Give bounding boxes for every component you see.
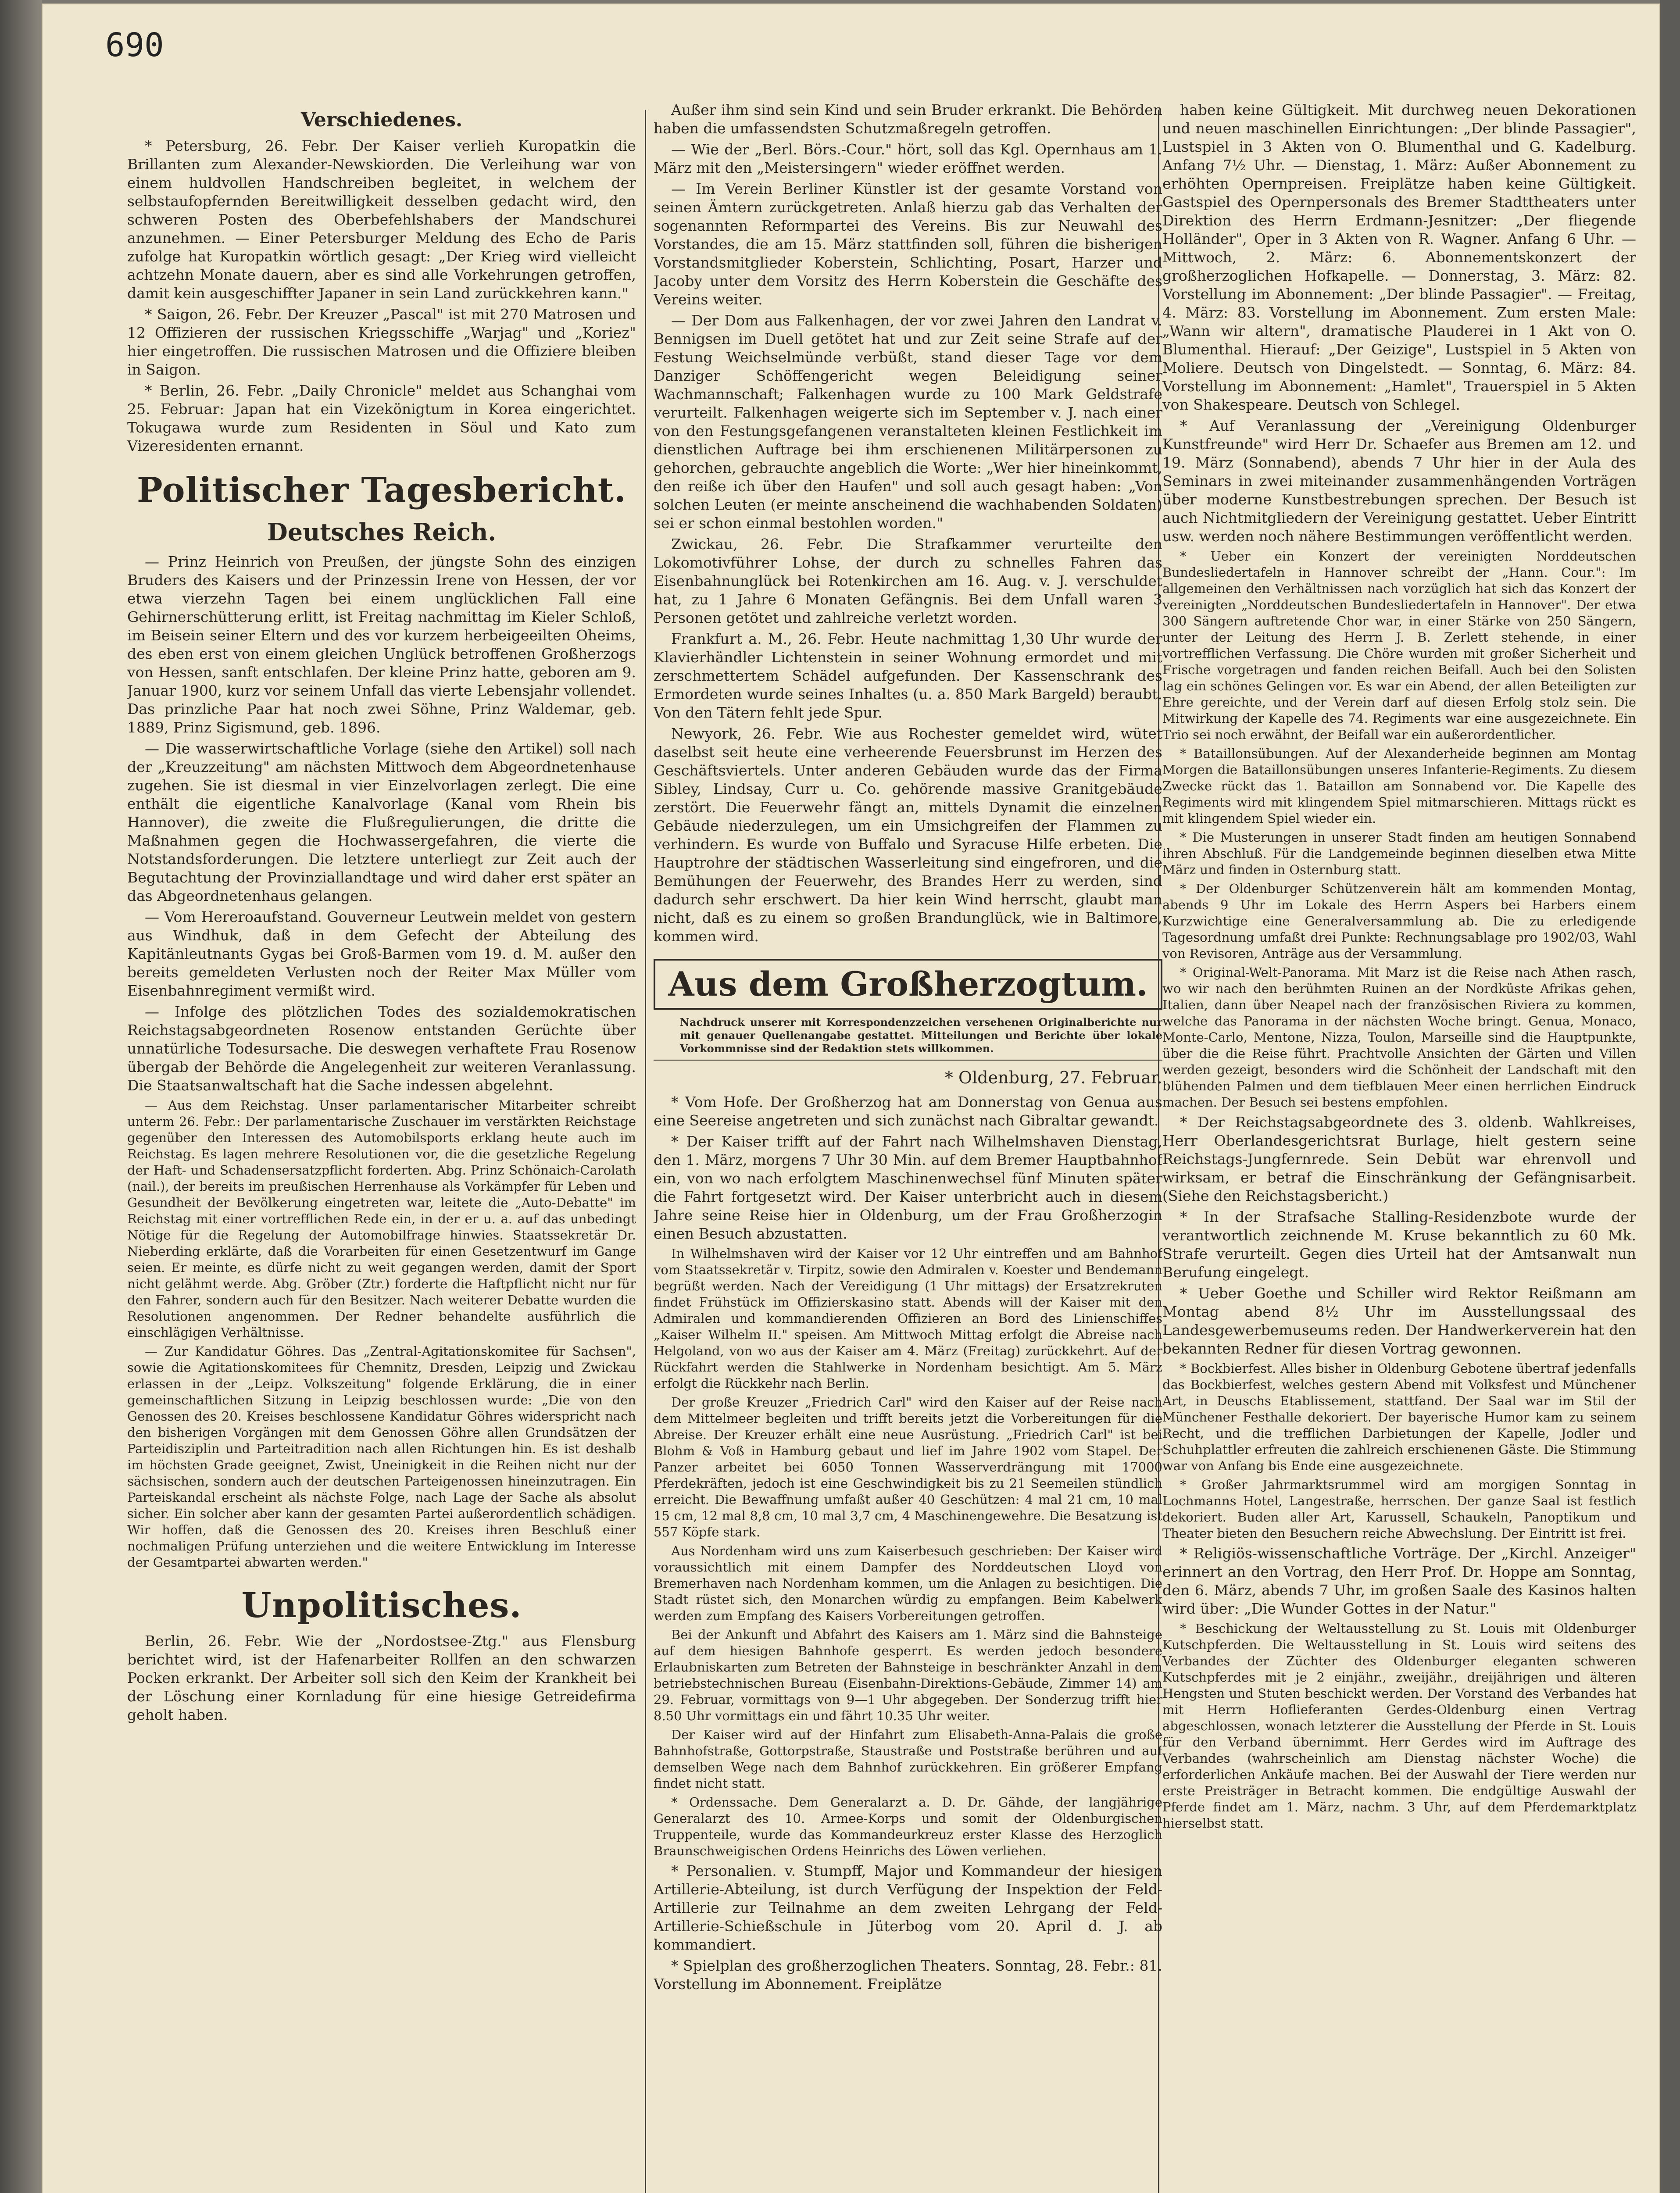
article-paragraph: — Wie der „Berl. Börs.-Cour." hört, soll das Kgl. Opernhaus am 1. März mit den „Meistersingern" wieder eröffnet werden. (654, 141, 1162, 176)
verschiedenes-heading: Verschiedenes. (300, 109, 463, 131)
book-binding (0, 0, 42, 2193)
article-paragraph: — Der Dom aus Falkenhagen, der vor zwei Jahren den Landrat v. Bennigsen im Duell getötet hat und zur Zeit seine Strafe auf der Festung Weichselmünde verbüßt, stand dieser Tage vor dem Danziger Schöffengericht wegen Beleidigung seiner Wachmannschaft; Falkenhagen wurde zu 100 Mark Geldstrafe verurteilt. Falkenhagen weigerte sich im September v. J. nach einer von den Festungsgefangenen veranstalteten kleinen Festlichkeit im dienstlichen Auftrage bei ihm erschienenen Militärpersonen zu gehorchen, gebrauchte angeblich die Worte: „Wer hier hineinkommt, den reiße ich über den Haufen" und soll auch gesagt haben: „Von solchen Leuten (er meinte anscheinend die wachhabenden Soldaten) sei er schon einmal bestohlen worden." (654, 312, 1162, 532)
article-paragraph: * Petersburg, 26. Febr. Der Kaiser verlieh Kuropatkin die Brillanten zum Alexander-Newskiorden. Die Verleihung war von einem huldvollen Handschreiben begleitet, in welchem der selbstaufopfernden Bereitwilligkeit desselben gedacht wird, den schweren Posten des Oberbefehlshabers der Mandschurei anzunehmen. — Einer Petersburger Meldung des Echo de Paris zufolge hat Kuropatkin wörtlich gesagt: „Der Krieg wird vielleicht achtzehn Monate dauern, aber es sind alle Vorkehrungen getroffen, damit kein ausgeschiffter Japaner in sein Land zurückkehren kann." (127, 137, 636, 302)
article-paragraph: * Auf Veranlassung der „Vereinigung Oldenburger Kunstfreunde" wird Herr Dr. Schaefer aus Bremen am 12. und 19. März (Sonnabend), abends 7 Uhr hier in der Aula des Seminars in zwei miteinander zusammenhängenden Vorträgen über moderne Kunstbestrebungen sprechen. Der Besuch ist auch Nichtmitgliedern der Vereinigung gestattet. Ueber Eintritt usw. werden noch nähere Bestimmungen veröffentlicht werden. (1162, 417, 1636, 545)
unpolitisches-heading: Unpolitisches. (241, 1586, 522, 1625)
article-paragraph: Berlin, 26. Febr. Wie der „Nordostsee-Ztg." aus Flensburg berichtet wird, ist der Hafenarbeiter Rollfen an den schwarzen Pocken erkrankt. Der Arbeiter soll sich den Keim der Krankheit bei der Löschung einer Kornladung für eine hiesige Getreidefirma geholt haben. (127, 1632, 636, 1723)
article-paragraph: — Im Verein Berliner Künstler ist der gesamte Vorstand von seinen Ämtern zurückgetreten. Anlaß hierzu gab das Verhalten der sogenannten Reformpartei des Vereins. Bis zur Neuwahl des Vorstandes, die am 15. März stattfinden soll, führen die bisherigen Vorstandsmitglieder Koberstein, Schlichting, Posart, Harzer und Jacoby unter dem Vorsitz des Herrn Koberstein die Geschäfte des Vereins weiter. (654, 180, 1162, 308)
article-paragraph: * Der Oldenburger Schützenverein hält am kommenden Montag, abends 9 Uhr im Lokale des Herrn Aspers bei Harbers einem Kurzwichtige eine Generalversammlung ab. Die zu erledigende Tagesordnung umfaßt drei Punkte: Rechnungsablage pro 1902/03, Wahl von Revisoren, Anträge aus der Versammlung. (1162, 881, 1636, 961)
column-rule-1 (645, 110, 646, 2193)
article-paragraph: — Aus dem Reichstag. Unser parlamentarischer Mitarbeiter schreibt unterm 26. Febr.: Der parlamentarische Zuschauer im verstärkten Reichstage gegenüber den Interessen des Automobilsports erklang heute auch im Reichstag. Es lagen mehrere Resolutionen vor, die die gesetzliche Regelung der Haft- und Schadensersatzpflicht forderten. Abg. Prinz Schönaich-Carolath (nail.), der bereits im preußischen Herrenhause als Vorkämpfer für Leben und Gesundheit der Bevölkerung eingetreten war, leitete die „Auto-Debatte" im Reichstag mit einer vortrefflichen Rede ein, in der er u. a. auf das unbedingt Nötige für die Regelung der Automobilfrage hinwies. Staatssekretär Dr. Nieberding erklärte, daß die Vorarbeiten für einen Gesetzentwurf im Gange seien. Er meinte, es dürfe nicht zu weit gegangen werden, damit der Sport nicht gelähmt werde. Abg. Gröber (Ztr.) forderte die Haftpflicht nicht nur für den Fahrer, sondern auch für den Besitzer. Nach weiterer Debatte wurden die Resolutionen angenommen. Der Redner behandelte ausführlich die einschlägigen Verhältnisse. (127, 1098, 636, 1340)
article-paragraph: Zwickau, 26. Febr. Die Strafkammer verurteilte den Lokomotivführer Lohse, der durch zu schnelles Fahren das Eisenbahnunglück bei Rotenkirchen am 16. Aug. v. J. verschuldet hat, zu 1 Jahre 6 Monaten Gefängnis. Bei dem Unfall waren 3 Personen getötet und zahlreiche verletzt worden. (654, 536, 1162, 626)
article-paragraph: — Infolge des plötzlichen Todes des sozialdemokratischen Reichstagsabgeordneten Rosenow entstanden Gerüchte über unnatürliche Todesursache. Die deswegen verhaftete Frau Rosenow übergab der Behörde die Angelegenheit zur weiteren Veranlassung. Die Staatsanwaltschaft hat die Sache indessen abgelehnt. (127, 1003, 636, 1094)
article-paragraph: * Der Kaiser trifft auf der Fahrt nach Wilhelmshaven Dienstag, den 1. März, morgens 7 Uhr 30 Min. auf dem Bremer Hauptbahnhof ein, von wo nach erfolgtem Maschinenwechsel fünf Minuten später die Fahrt fortgesetzt wird. Der Kaiser unterbricht auch in diesem Jahre seine Reise hier in Oldenburg, um der Frau Großherzogin einen Besuch abzustatten. (654, 1133, 1162, 1242)
article-paragraph: — Prinz Heinrich von Preußen, der jüngste Sohn des einzigen Bruders des Kaisers und der Prinzessin Irene von Hessen, der vor etwa vierzehn Tagen bei einem unglücklichen Fall eine Gehirnerschütterung erlitt, ist Freitag nachmittag im Kieler Schloß, im Beisein seiner Eltern und des vor kurzem herbeigeeilten Oheims, des eben erst von einem gleichen Unglück betroffenen Großherzogs von Hessen, sanft entschlafen. Der kleine Prinz hatte, geboren am 9. Januar 1900, kurz vor seinem Unfall das vierte Lebensjahr vollendet. Das prinzliche Paar hat noch zwei Söhne, Prinz Waldemar, geb. 1889, Prinz Sigismund, geb. 1896. (127, 553, 636, 736)
grossherzogtum-heading: Aus dem Großherzogtum. (654, 959, 1162, 1010)
article-paragraph: Der Kaiser wird auf der Hinfahrt zum Elisabeth-Anna-Palais die große Bahnhofstraße, Gottorpstraße, Staustraße und Poststraße berühren und auf demselben Wege nach dem Bahnhof zurückkehren. Ein größerer Empfang findet nicht statt. (654, 1727, 1162, 1791)
article-paragraph: * Spielplan des großherzoglichen Theaters. Sonntag, 28. Febr.: 81. Vorstellung im Abonnement. Freiplätze (654, 1957, 1162, 1993)
article-paragraph: * Religiös-wissenschaftliche Vorträge. Der „Kirchl. Anzeiger" erinnert an den Vortrag, den Herr Prof. Dr. Hoppe am Sonntag, den 6. März, abends 7 Uhr, im großen Saale des Kasinos halten wird über: „Die Wunder Gottes in der Natur." (1162, 1545, 1636, 1617)
article-paragraph: Der große Kreuzer „Friedrich Carl" wird den Kaiser auf der Reise nach dem Mittelmeer begleiten und trifft bereits jetzt die Vorbereitungen für die Abreise. Der Kreuzer erhält eine neue Ausrüstung. „Friedrich Carl" ist bei Blohm & Voß in Hamburg gebaut und lief im Jahre 1902 vom Stapel. Der Panzer arbeitet bei 6050 Tonnen Wasserverdrängung mit 17000 Pferdekräften, jedoch ist eine Geschwindigkeit bis zu 21 Seemeilen stündlich erreicht. Die Bewaffnung umfaßt außer 40 Geschützen: 4 mal 21 cm, 10 mal 15 cm, 12 mal 8,8 cm, 10 mal 3,7 cm, 4 Maschinengewehre. Die Besatzung ist 557 Köpfe stark. (654, 1395, 1162, 1539)
article-paragraph: Außer ihm sind sein Kind und sein Bruder erkrankt. Die Behörden haben die umfassendsten Schutzmaßregeln getroffen. (654, 101, 1162, 137)
article-paragraph: * Original-Welt-Panorama. Mit Marz ist die Reise nach Athen rasch, wo wir nach den berühmten Ruinen an der Nordküste Afrikas gehen, Italien, dann über Neapel nach der französischen Riviera zu kommen, welche das Panorama in der nächsten Woche bringt. Genua, Monaco, Monte-Carlo, Mentone, Nizza, Toulon, Marseille sind die Hauptpunkte, über die die Reise führt. Prachtvolle Ansichten der Gärten und Villen werden gezeigt, besonders wird die Schönheit der Landschaft mit den blühenden Palmen und dem tiefblauen Meer einen herrlichen Eindruck machen. Der Besuch sei bestens empfohlen. (1162, 965, 1636, 1110)
column-2 (654, 101, 1162, 2193)
article-paragraph: * Bataillonsübungen. Auf der Alexanderheide beginnen am Montag Morgen die Bataillonsübungen unseres Infanterie-Regiments. Zu diesem Zwecke rückt das 1. Bataillon am Sonnabend vor. Die Kapelle des Regiments wird mit klingendem Spiel mitmarschieren. Mittags rückt es mit klingendem Spiel wieder ein. (1162, 746, 1636, 826)
article-paragraph: Aus Nordenham wird uns zum Kaiserbesuch geschrieben: Der Kaiser wird voraussichtlich mit einem Dampfer des Norddeutschen Lloyd von Bremerhaven nach Nordenham kommen, um die Anlagen zu besichtigen. Die Stadt rüstet sich, den Monarchen würdig zu empfangen. Beim Kabelwerk werden zum Empfang des Kaisers Vorbereitungen getroffen. (654, 1543, 1162, 1623)
article-paragraph: * Ordenssache. Dem Generalarzt a. D. Dr. Gähde, der langjährige Generalarzt des 10. Armee-Korps und somit der Oldenburgischen Truppenteile, wurde das Kommandeurkreuz erster Klasse des Herzoglich Braunschweigischen Ordens Heinrichs des Löwen verliehen. (654, 1795, 1162, 1858)
reprint-notice: Nachdruck unserer mit Korrespondenzzeichen versehenen Originalberichte nur mit genauer Quellenangabe gestattet. Mitteilungen und Berichte über lokale Vorkommnisse sind der Redaktion stets willkommen. (654, 1013, 1162, 1061)
article-paragraph: * Ueber ein Konzert der vereinigten Norddeutschen Bundesliedertafeln in Hannover schreibt der „Hann. Cour.": Im allgemeinen den Verhältnissen nach vorzüglich hat sich das Konzert der vereinigten „Norddeutschen Bundesliedertafeln in Hannover". Der etwa 300 Sängern auftretende Chor war, in einer Stärke von 250 Sängern, unter der Leitung des Herrn J. B. Zerlett stehende, in einer vortrefflichen Verfassung. Die Chöre wurden mit großer Sicherheit und Frische vorgetragen und fanden reichen Beifall. Auch bei den Solisten lag ein schönes Gelingen vor. Es war ein Abend, der allen Beteiligten zur Ehre gereichte, und der Verein darf auf diesen Erfolg stolz sein. Die Mitwirkung der Kapelle des 74. Regiments war eine ausgezeichnete. Ein Trio sei noch erwähnt, der Beifall war ein außerordentlicher. (1162, 549, 1636, 742)
page-number: 690 (105, 26, 164, 64)
dateline: * Oldenburg, 27. Februar. (944, 1068, 1162, 1087)
article-paragraph: * In der Strafsache Stalling-Residenzbote wurde der verantwortlich zeichnende M. Kruse bekanntlich zu 60 Mk. Strafe verurteilt. Gegen dies Urteil hat der Amtsanwalt nun Berufung eingelegt. (1162, 1208, 1636, 1281)
column-1 (127, 101, 636, 2193)
article-paragraph: * Beschickung der Weltausstellung zu St. Louis mit Oldenburger Kutschpferden. Die Weltausstellung in St. Louis wird seitens des Verbandes der Züchter des Oldenburger eleganten schweren Kutschpferdes mit je 2 einjähr., zweijähr., dreijährigen und älteren Hengsten und Stuten beschickt werden. Der Vorstand des Verbandes hat mit Herrn Hoflieferanten Gerdes-Oldenburg einen Vertrag abgeschlossen, wonach letzterer die Ausstellung der Pferde in St. Louis für den Verband übernimmt. Herr Gerdes wird im Auftrage des Verbandes (wahrscheinlich am Dienstag nächster Woche) die erforderlichen Ankäufe machen. Bei der Auswahl der Tiere werden nur erste Preisträger in Betracht kommen. Die endgültige Auswahl der Pferde findet am 1. März, nachm. 3 Uhr, auf dem Pferdemarktplatz hierselbst statt. (1162, 1621, 1636, 1831)
page-edge (1660, 0, 1680, 2193)
article-paragraph: haben keine Gültigkeit. Mit durchweg neuen Dekorationen und neuen maschinellen Einrichtungen: „Der blinde Passagier", Lustspiel in 3 Akten von O. Blumenthal und G. Kadelburg. Anfang 7½ Uhr. — Dienstag, 1. März: Außer Abonnement zu erhöhten Opernpreisen. Freiplätze haben keine Gültigkeit. Gastspiel des Opernpersonals des Bremer Stadttheaters unter Direktion des Herrn Erdmann-Jesnitzer: „Der fliegende Holländer", Oper in 3 Akten von R. Wagner. Anfang 6 Uhr. — Mittwoch, 2. März: 6. Abonnementskonzert der großherzoglichen Hofkapelle. — Donnerstag, 3. März: 82. Vorstellung im Abonnement: „Der blinde Passagier". — Freitag, 4. März: 83. Vorstellung im Abonnement. Zum ersten Male: „Wann wir altern", dramatische Plauderei in 1 Akt von O. Blumenthal. Hierauf: „Der Geizige", Lustspiel in 5 Akten von Moliere. Deutsch von Dingelstedt. — Sonntag, 6. März: 84. Vorstellung im Abonnement: „Hamlet", Trauerspiel in 5 Akten von Shakespeare. Deutsch von Schlegel. (1162, 101, 1636, 413)
politischer-tagesbericht-heading: Politischer Tagesbericht. (137, 470, 626, 510)
article-paragraph: Frankfurt a. M., 26. Febr. Heute nachmittag 1,30 Uhr wurde der Klavierhändler Lichtenstein in seiner Wohnung ermordet und mit zerschmettertem Schädel aufgefunden. Der Kassenschrank des Ermordeten wurde seines Inhaltes (u. a. 850 Mark Bargeld) beraubt. Von den Tätern fehlt jede Spur. (654, 630, 1162, 721)
article-paragraph: * Vom Hofe. Der Großherzog hat am Donnerstag von Genua aus eine Seereise angetreten und sich zunächst nach Gibraltar gewandt. (654, 1093, 1162, 1129)
article-paragraph: * Ueber Goethe und Schiller wird Rektor Reißmann am Montag abend 8½ Uhr im Ausstellungssaal des Landesgewerbemuseums reden. Der Handwerkerverein hat den bekannten Redner für diesen Vortrag gewonnen. (1162, 1285, 1636, 1357)
column-3 (1162, 101, 1636, 2193)
article-paragraph: * Der Reichstagsabgeordnete des 3. oldenb. Wahlkreises, Herr Oberlandesgerichtsrat Burlage, hielt gestern seine Reichstags-Jungfernrede. Sein Debüt war ehrenvoll und wirksam, er betraf die Einschränkung der Gefängnisarbeit. (Siehe den Reichstagsbericht.) (1162, 1114, 1636, 1204)
article-paragraph: * Die Musterungen in unserer Stadt finden am heutigen Sonnabend ihren Abschluß. Für die Landgemeinde beginnen dieselben etwa Mitte März und finden in Osternburg statt. (1162, 830, 1636, 877)
article-paragraph: * Bockbierfest. Alles bisher in Oldenburg Gebotene übertraf jedenfalls das Bockbierfest, welches gestern Abend mit Volksfest und Münchener Art, in Deuschs Etablissement, stattfand. Der Saal war im Stil der Münchener Festhalle dekoriert. Der bayerische Humor kam zu seinem Recht, und die trefflichen Darbietungen der Kapelle, Jodler und Schuhplattler erfreuten die zahlreich erschienenen Gäste. Die Stimmung war von Anfang bis Ende eine ausgezeichnete. (1162, 1361, 1636, 1473)
article-paragraph: * Saigon, 26. Febr. Der Kreuzer „Pascal" ist mit 270 Matrosen und 12 Offizieren der russischen Kriegsschiffe „Warjag" und „Koriez" hier eingetroffen. Die russischen Matrosen und die Offiziere bleiben in Saigon. (127, 306, 636, 378)
article-paragraph: — Vom Hereroaufstand. Gouverneur Leutwein meldet von gestern aus Windhuk, daß in dem Gefecht der Abteilung des Kapitänleutnants Gygas bei Groß-Barmen vom 19. d. M. außer den bereits gemeldeten Verlusten noch der Reiter Max Müller vom Eisenbahnregiment vermißt wird. (127, 908, 636, 999)
article-paragraph: * Großer Jahrmarktsrummel wird am morgigen Sonntag in Lochmanns Hotel, Langestraße, herrschen. Der ganze Saal ist festlich dekoriert. Buden aller Art, Karussell, Schaukeln, Panoptikum und Theater bieten den Besuchern reiche Abwechslung. Der Eintritt ist frei. (1162, 1477, 1636, 1541)
article-paragraph: Newyork, 26. Febr. Wie aus Rochester gemeldet wird, wütet daselbst seit heute eine verheerende Feuersbrunst im Herzen des Geschäftsviertels. Unter anderen Gebäuden wurde das der Firma Sibley, Lindsay, Curr u. Co. gehörende massive Granitgebäude zerstört. Die Feuerwehr fängt an, mittels Dynamit die einzelnen Gebäude niederzulegen, um ein Umsichgreifen der Flammen zu verhindern. Es wurde von Buffalo und Syracuse Hilfe erbeten. Die Hauptrohre der städtischen Wasserleitung sind eingefroren, und die Bemühungen der Feuerwehr, des Brandes Herr zu werden, sind dadurch sehr erschwert. Da hier kein Wind herrscht, glaubt man nicht, daß es zu einem so großen Brandunglück, wie in Baltimore, kommen wird. (654, 725, 1162, 945)
article-paragraph: Bei der Ankunft und Abfahrt des Kaisers am 1. März sind die Bahnsteige auf dem hiesigen Bahnhofe gesperrt. Es werden jedoch besondere Erlaubniskarten zum Betreten der Bahnsteige in beschränkter Anzahl in dem betriebstechnischen Bureau (Eisenbahn-Direktions-Gebäude, Zimmer 14) am 29. Februar, vormittags von 9—1 Uhr abgegeben. Der Sonderzug trifft hier 8.50 Uhr vormittags ein und fährt 10.35 Uhr weiter. (654, 1627, 1162, 1723)
article-paragraph: * Berlin, 26. Febr. „Daily Chronicle" meldet aus Schanghai vom 25. Februar: Japan hat ein Vizekönigtum in Korea eingerichtet. Tokugawa wurde zum Residenten in Söul und Kato zum Vizeresidenten ernannt. (127, 382, 636, 454)
article-paragraph: * Personalien. v. Stumpff, Major und Kommandeur der hiesigen Artillerie-Abteilung, ist durch Verfügung der Inspektion der Feld-Artillerie zur Teilnahme an dem zweiten Lehrgang der Feld-Artillerie-Schießschule in Jüterbog vom 20. April d. J. ab kommandiert. (654, 1862, 1162, 1953)
article-paragraph: In Wilhelmshaven wird der Kaiser vor 12 Uhr eintreffen und am Bahnhof vom Staatssekretär v. Tirpitz, sowie den Admiralen v. Koester und Bendemann begrüßt werden. Nach der Vereidigung (1 Uhr mittags) der Ersatzrekruten findet Frühstück im Offizierskasino statt. Abends will der Kaiser mit den Admiralen und kommandierenden Offizieren an Bord des Linienschiffes „Kaiser Wilhelm II." speisen. Am Mittwoch Mittag erfolgt die Abreise nach Helgoland, von wo aus der Kaiser am 4. März (Freitag) zurückkehrt. Auf der Rückfahrt werden die Stahlwerke in Nordenham besichtigt. Am 5. März erfolgt die Rückkehr nach Berlin. (654, 1246, 1162, 1391)
article-paragraph: — Zur Kandidatur Göhres. Das „Zentral-Agitationskomitee für Sachsen", sowie die Agitationskomitees für Chemnitz, Dresden, Leipzig und Zwickau erlassen in der „Leipz. Volkszeitung" folgende Erklärung, die in einer gemeinschaftlichen Sitzung in Leipzig beschlossen wurde: „Die von den Genossen des 20. Kreises beschlossene Kandidatur Göhres widerspricht nach den bisherigen Vorgängen mit dem Genossen Göhre allen Grundsätzen der Parteidisziplin und Parteitradition nach allen Richtungen hin. Es ist deshalb im höchsten Grade geeignet, Zwist, Uneinigkeit in die Reihen nicht nur der sächsischen, sondern auch der deutschen Parteigenossen hineinzutragen. Ein Parteiskandal erscheint als nächste Folge, nach Lage der Sache als absolut sicher. Ein solcher aber kann der gesamten Partei außerordentlich schädigen. Wir hoffen, daß die Genossen des 20. Kreises ihren Beschluß einer nochmaligen Prüfung unterziehen und die weitere Entwicklung im Interesse der Gesamtpartei abwarten werden." (127, 1344, 636, 1570)
deutsches-reich-heading: Deutsches Reich. (267, 518, 497, 546)
article-paragraph: — Die wasserwirtschaftliche Vorlage (siehe den Artikel) soll nach der „Kreuzzeitung" am nächsten Mittwoch dem Abgeordnetenhause zugehen. Sie ist diesmal in vier Einzelvorlagen zerlegt. Die eine enthält die eigentliche Kanalvorlage (Kanal vom Rhein bis Hannover), die zweite die Flußregulierungen, die dritte die Maßnahmen gegen die Hochwassergefahren, die vierte die Notstandsforderungen. Die letztere unterliegt zur Zeit auch der Begutachtung der Provinziallandtage und wird daher erst später an das Abgeordnetenhaus gelangen. (127, 740, 636, 904)
